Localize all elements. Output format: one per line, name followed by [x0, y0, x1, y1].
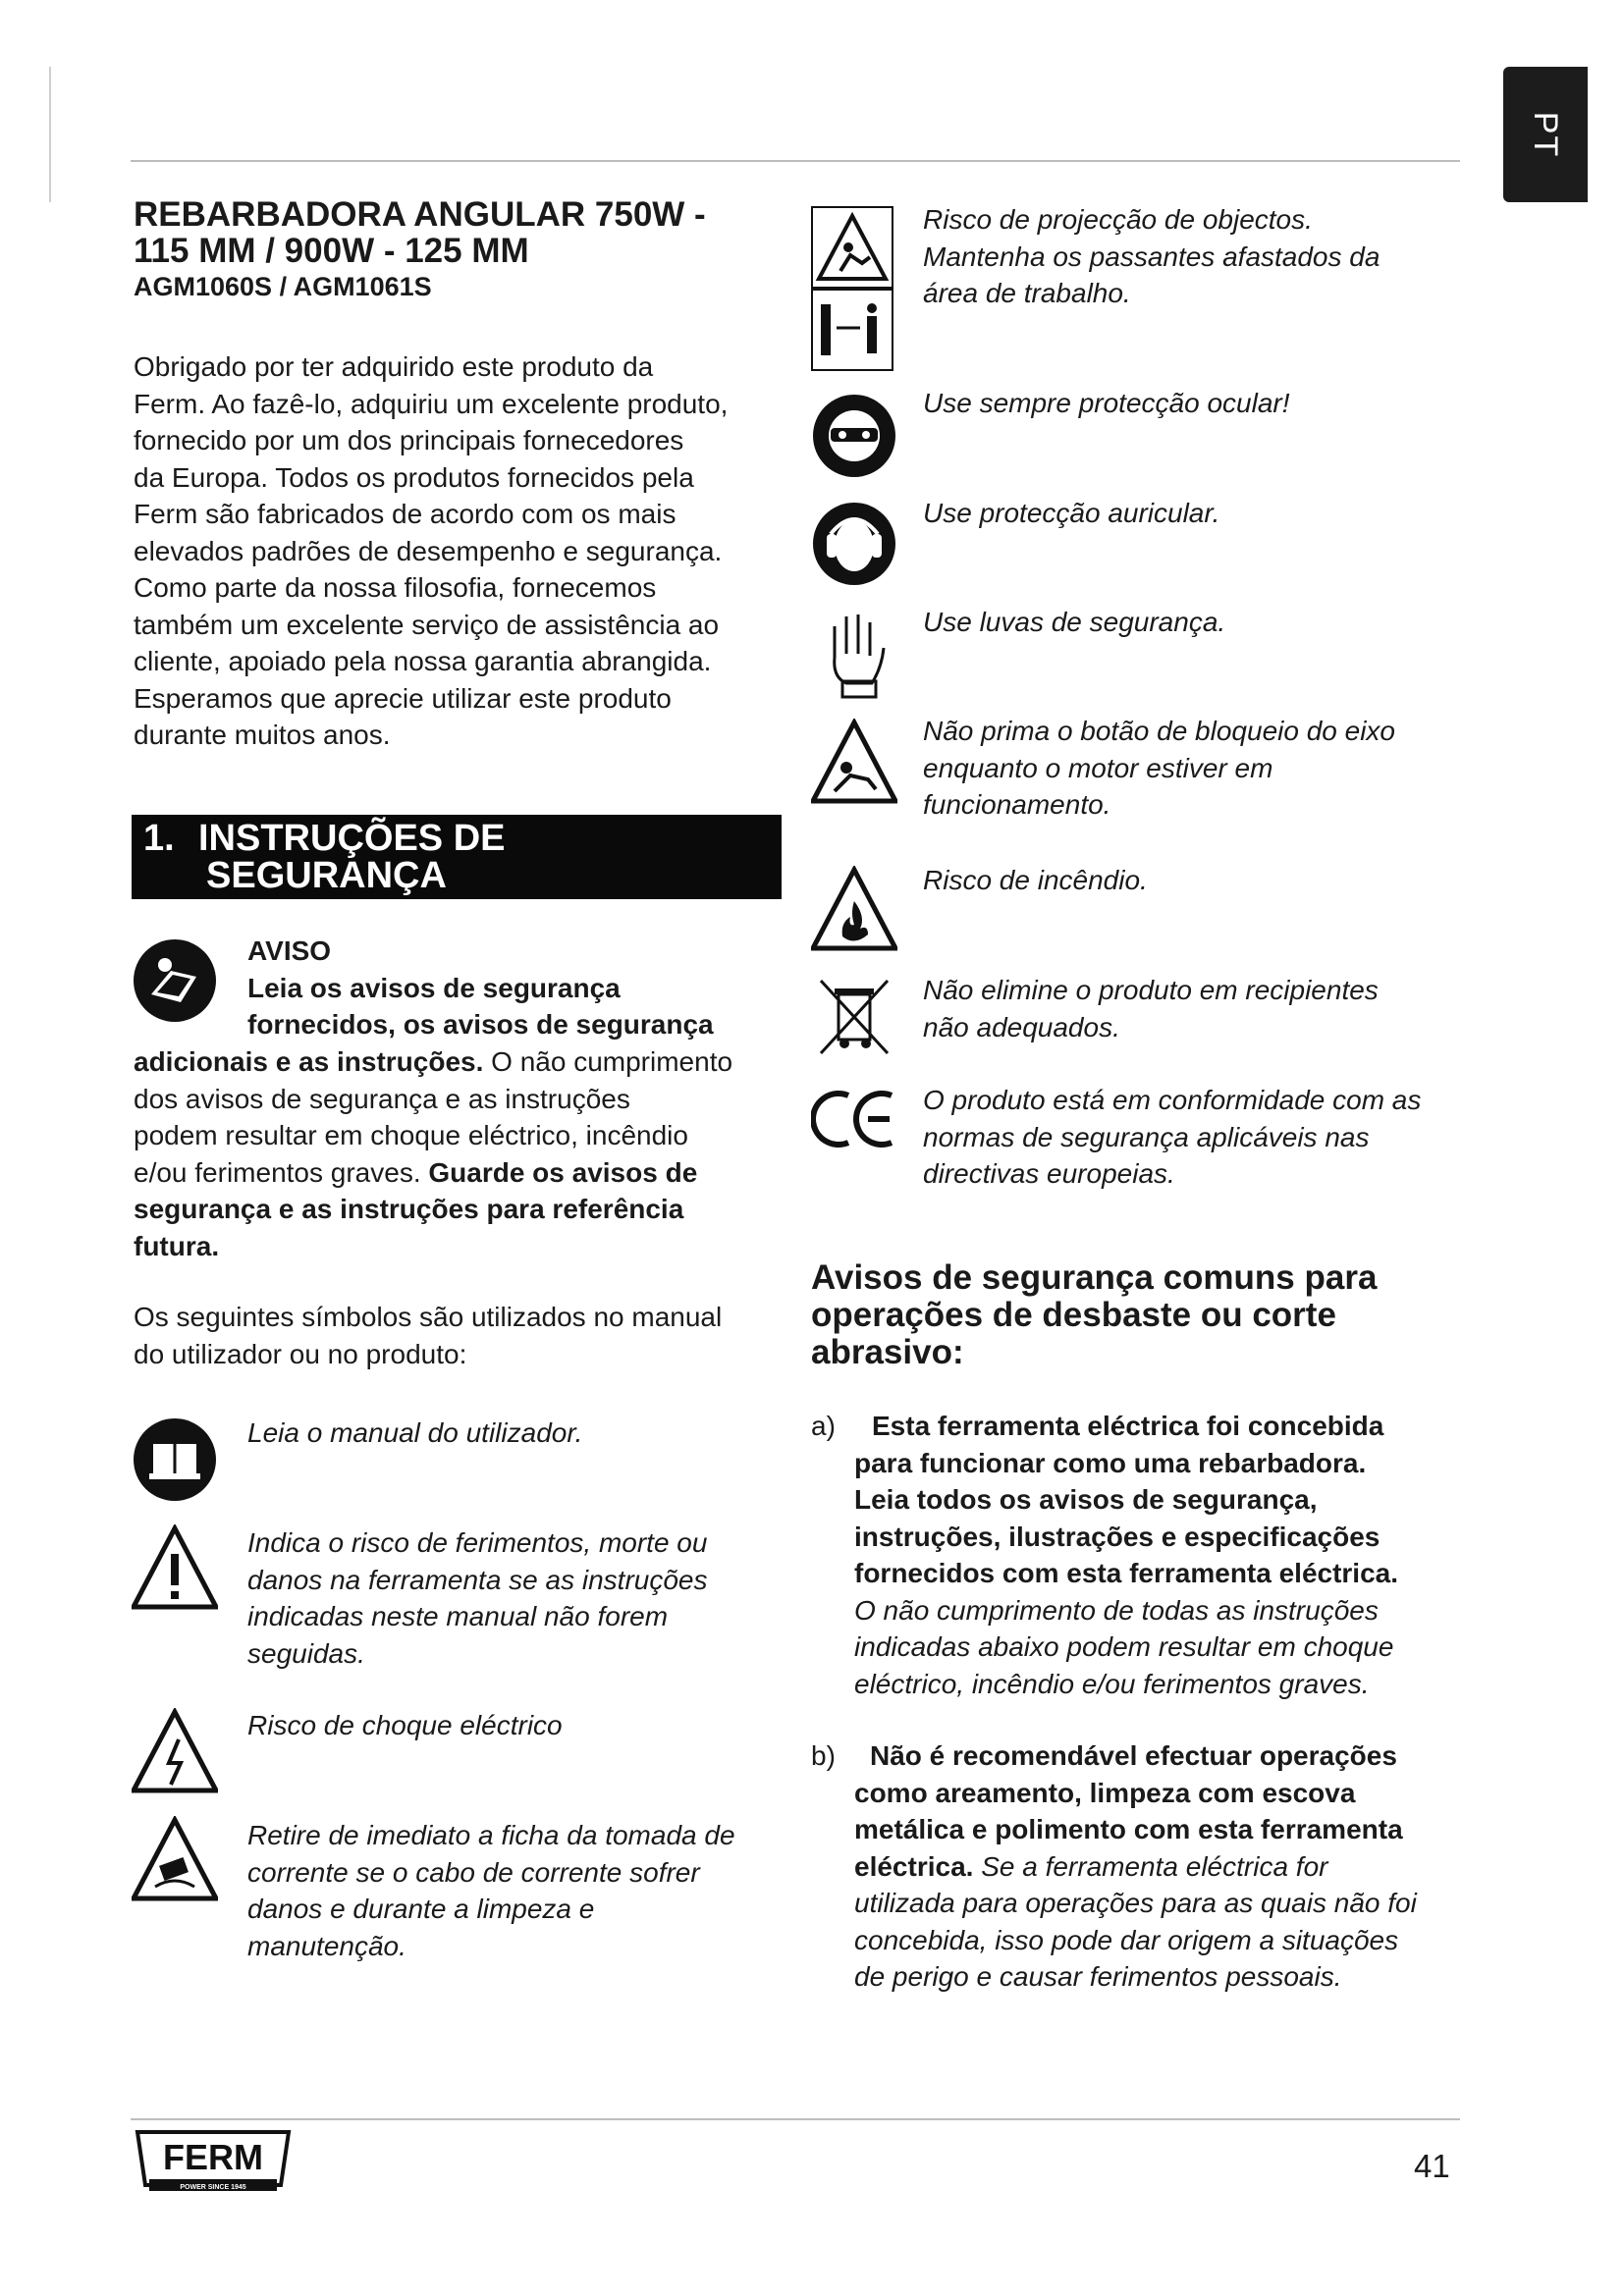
product-title-line1: REBARBADORA ANGULAR 750W -: [134, 195, 706, 234]
symbol-caption: [923, 201, 1473, 312]
symbol-caption: [923, 972, 1473, 1045]
caption-line: área de trabalho.: [923, 278, 1131, 308]
warning-text: podem resultar em choque eléctrico, incêndio: [134, 1120, 688, 1150]
symbol-caption: [923, 1082, 1473, 1193]
warning-text: fornecidos, os avisos de segurança: [247, 1009, 714, 1040]
caption-line: Indica o risco de ferimentos, morte ou: [247, 1527, 708, 1558]
caption-line: Risco de choque eléctrico: [247, 1710, 563, 1740]
intro-line: durante muitos anos.: [134, 720, 391, 750]
warning-text: Leia os avisos de segurança: [247, 972, 621, 1003]
warning-text: e/ou ferimentos graves.: [134, 1156, 429, 1188]
caption-line: Não prima o botão de bloqueio do eixo: [923, 716, 1396, 746]
heading-line: Avisos de segurança comuns para: [811, 1258, 1378, 1297]
ferm-logo: [134, 2128, 293, 2195]
caption-line: indicadas neste manual não forem: [247, 1601, 669, 1631]
item-text: de perigo e causar ferimentos pessoais.: [854, 1961, 1342, 1992]
symbols-intro-line: do utilizador ou no produto:: [134, 1338, 467, 1369]
warning-triangle-icon: [132, 1524, 218, 1611]
read-manual-icon: [132, 1416, 218, 1503]
caption-line: directivas europeias.: [923, 1158, 1175, 1189]
intro-line: também um excelente serviço de assistência ao: [134, 609, 720, 640]
intro-line: elevados padrões de desempenho e segurança.: [134, 535, 723, 566]
symbols-intro: [134, 1299, 772, 1372]
caption-line: corrente se o cabo de corrente sofrer: [247, 1856, 700, 1888]
item-a-text: [854, 1408, 1473, 1702]
item-label: b): [811, 1740, 836, 1771]
symbol-caption: [247, 1415, 778, 1452]
caption-line: Use sempre protecção ocular!: [923, 388, 1290, 418]
symbol-caption: [247, 1707, 778, 1744]
caption-line: danos na ferramenta se as instruções: [247, 1564, 708, 1595]
symbol-caption: [923, 385, 1473, 422]
intro-line: cliente, apoiado pela nossa garantia abrangida.: [134, 646, 712, 676]
logo-wordmark: FERM: [163, 2137, 263, 2177]
item-text: indicadas abaixo podem resultar em choque: [854, 1631, 1394, 1662]
spindle-lock-icon: [811, 719, 897, 805]
intro-line: Ferm são fabricados de acordo com os mais: [134, 499, 677, 529]
item-text: concebida, isso pode dar origem a situações: [854, 1924, 1399, 1955]
symbol-caption: [247, 1817, 778, 1964]
grinding-warnings-heading: [811, 1259, 1465, 1371]
caption-line: Leia o manual do utilizador.: [247, 1417, 583, 1448]
intro-line: Ferm. Ao fazê-lo, adquiriu um excelente produto,: [134, 388, 729, 419]
caption-line: funcionamento.: [923, 789, 1111, 820]
caption-line: Use luvas de segurança.: [923, 607, 1226, 637]
intro-line: da Europa. Todos os produtos fornecidos pela: [134, 461, 694, 493]
intro-line: Obrigado por ter adquirido este produto da: [134, 351, 654, 382]
logo-tagline: POWER SINCE 1945: [180, 2184, 246, 2191]
warning-text: adicionais e as instruções.: [134, 1046, 484, 1077]
caption-line: Risco de projecção de objectos.: [923, 204, 1313, 235]
caption-line: Risco de incêndio.: [923, 865, 1148, 895]
item-text: como areamento, limpeza com escova: [854, 1777, 1356, 1808]
caption-line: Mantenha os passantes afastados da: [923, 240, 1380, 272]
item-text: Não é recomendável efectuar operações: [870, 1740, 1397, 1771]
caption-line: normas de segurança aplicáveis nas: [923, 1121, 1370, 1152]
item-text: para funcionar como uma rebarbadora.: [854, 1447, 1367, 1478]
section-heading-safety: [132, 815, 782, 899]
item-text: eléctrica.: [854, 1850, 974, 1882]
symbol-caption: [923, 713, 1473, 824]
safety-gloves-icon: [823, 609, 892, 699]
symbol-caption: [247, 1524, 778, 1672]
heading-line: operações de desbaste ou corte: [811, 1296, 1336, 1334]
item-text: Se a ferramenta eléctrica for: [973, 1850, 1328, 1882]
fire-risk-icon: [811, 866, 897, 952]
warning-heading: AVISO: [247, 935, 332, 966]
electric-shock-icon: [132, 1708, 218, 1794]
ear-protection-icon: [811, 501, 897, 587]
intro-line: Esperamos que aprecie utilizar este produto: [134, 682, 672, 714]
warning-body: [134, 1043, 772, 1264]
symbol-caption: [923, 495, 1473, 532]
left-margin-rule: [49, 67, 51, 202]
caption-line: não adequados.: [923, 1011, 1120, 1042]
item-label: a): [811, 1411, 836, 1441]
intro-line: Como parte da nossa filosofia, fornecemos: [134, 572, 657, 603]
caption-line: Não elimine o produto em recipientes: [923, 975, 1379, 1005]
item-text: eléctrico, incêndio e/ou ferimentos graves.: [854, 1668, 1370, 1699]
item-text: metálica e polimento com esta ferramenta: [854, 1814, 1403, 1844]
symbol-caption: [923, 862, 1473, 899]
product-title-line2: 115 MM / 900W - 125 MM: [134, 232, 529, 270]
caption-line: seguidas.: [247, 1637, 365, 1669]
warning-text: segurança e as instruções para referência: [134, 1194, 684, 1224]
heading-line: abrasivo:: [811, 1333, 964, 1371]
product-title-block: [134, 196, 772, 302]
section-title-line1: INSTRUÇÕES DE: [198, 818, 506, 859]
item-text: Leia todos os avisos de segurança,: [854, 1484, 1318, 1515]
flying-objects-icon: [811, 206, 893, 371]
caption-line: danos e durante a limpeza e: [247, 1894, 595, 1924]
caption-line: O produto está em conformidade com as: [923, 1085, 1422, 1115]
item-text: O não cumprimento de todas as instruções: [854, 1594, 1379, 1626]
warning-heading-block: [247, 933, 778, 1043]
item-text: utilizada para operações para as quais não foi: [854, 1888, 1417, 1918]
item-text: Esta ferramenta eléctrica foi concebida: [872, 1411, 1384, 1441]
item-b-text: [854, 1737, 1473, 1996]
symbols-intro-line: Os seguintes símbolos são utilizados no manual: [134, 1302, 723, 1332]
model-numbers: AGM1060S / AGM1061S: [134, 272, 432, 301]
caption-line: manutenção.: [247, 1930, 406, 1961]
intro-line: fornecido por um dos principais fornecedores: [134, 425, 684, 455]
symbol-caption: [923, 604, 1473, 641]
intro-paragraph: [134, 348, 772, 754]
item-text: fornecidos com esta ferramenta eléctrica.: [854, 1558, 1399, 1588]
warning-text: Guarde os avisos de: [428, 1156, 698, 1188]
section-number: 1.: [143, 818, 175, 859]
caption-line: enquanto o motor estiver em: [923, 752, 1273, 783]
footer-divider: [131, 2118, 1460, 2120]
item-text: instruções, ilustrações e especificações: [854, 1521, 1380, 1552]
section-title-line2: SEGURANÇA: [206, 855, 447, 896]
warning-text: dos avisos de segurança e as instruções: [134, 1083, 630, 1114]
warning-text: O não cumprimento: [483, 1046, 733, 1077]
caption-line: Use protecção auricular.: [923, 498, 1220, 528]
language-tab: PT: [1503, 67, 1588, 202]
unplug-icon: [132, 1816, 218, 1902]
warning-text: futura.: [134, 1230, 220, 1261]
eye-protection-icon: [811, 393, 897, 479]
weee-bin-icon: [815, 977, 893, 1057]
ce-mark-icon: [811, 1090, 899, 1148]
page-number: 41: [1414, 2148, 1450, 2184]
header-divider: [131, 160, 1460, 162]
read-manual-circle-icon: [132, 937, 218, 1024]
caption-line: Retire de imediato a ficha da tomada de: [247, 1820, 735, 1850]
